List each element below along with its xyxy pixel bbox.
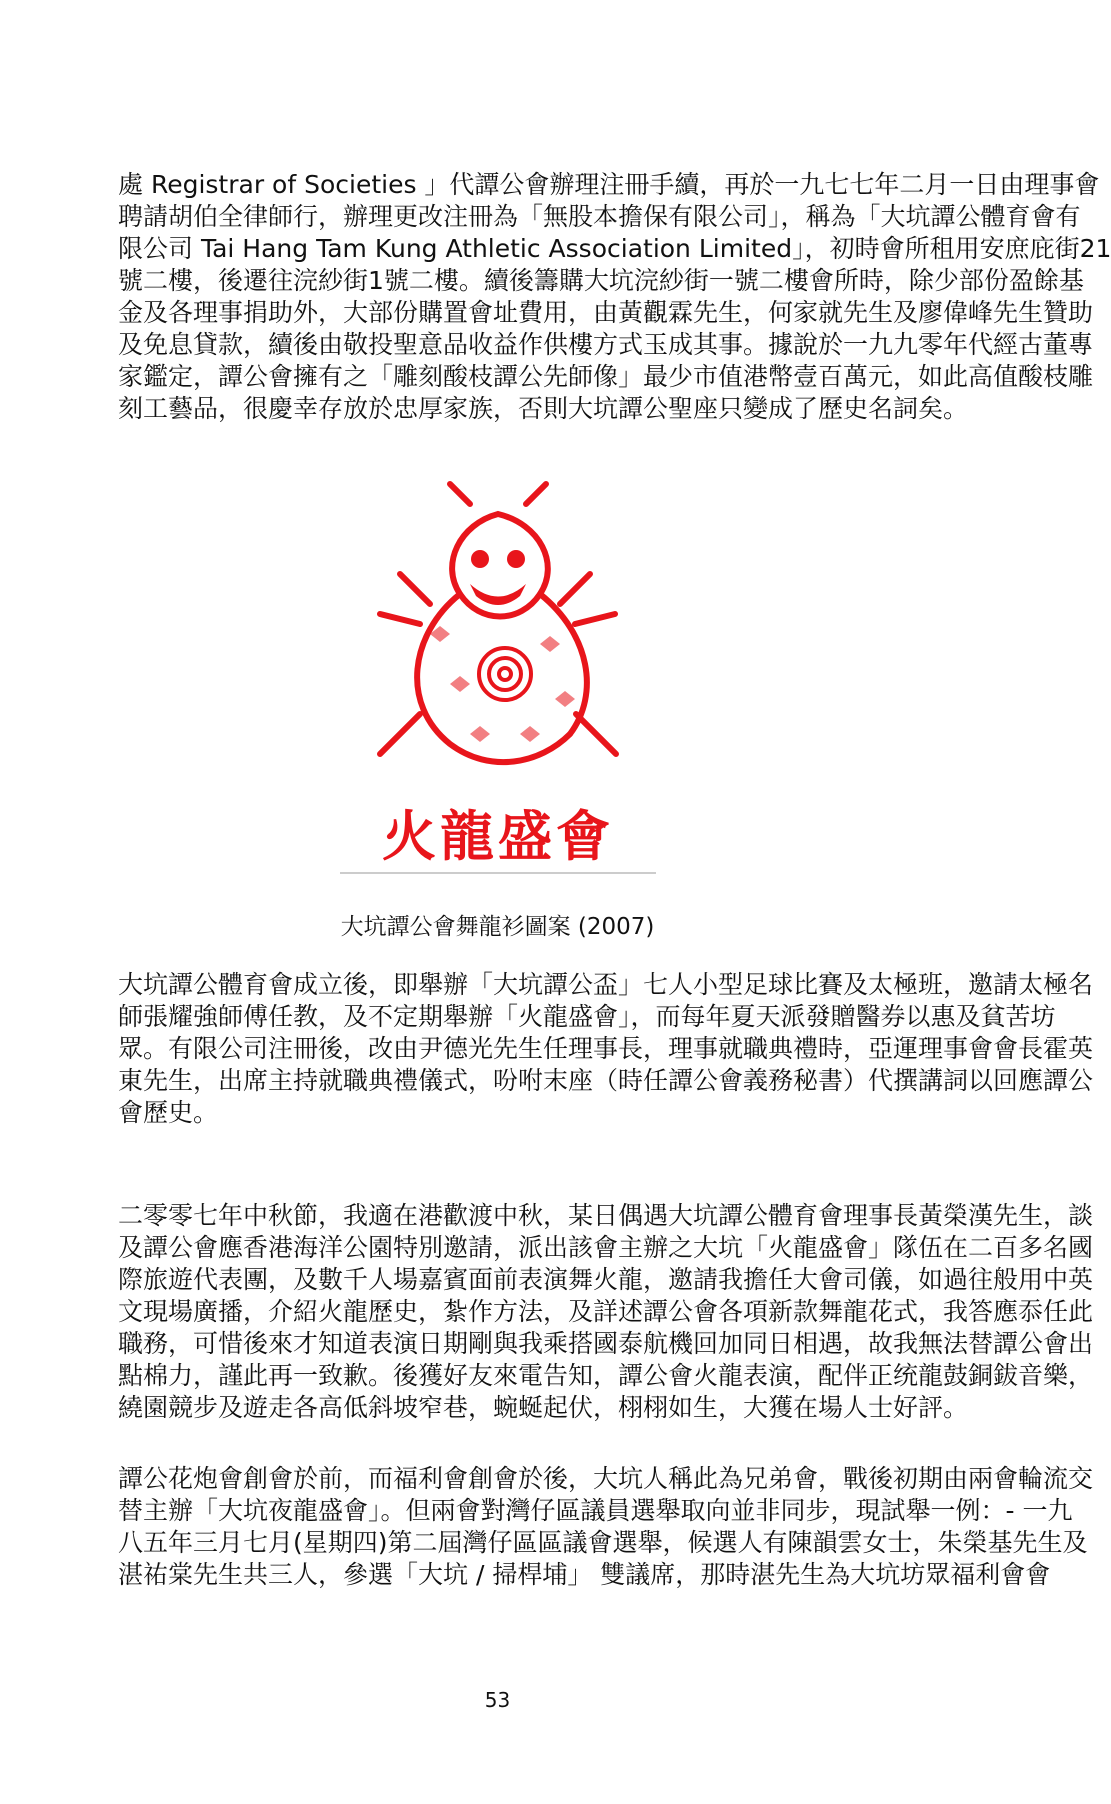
text-line: 刻工藝品，很慶幸存放於忠厚家族，否則大坑譚公聖座只變成了歷史名詞矣。	[118, 394, 969, 423]
text-line: 繞園競步及遊走各高低斜坡窄巷，蜿蜒起伏，栩栩如生，大獲在場人士好評。	[118, 1393, 969, 1422]
text-line: 限公司 Tai Hang Tam Kung Athletic Association Limited」，初時會所租用安庶庇街21	[118, 234, 1111, 263]
text-line: 金及各理事捐助外，大部份購置會址費用，由黃觀霖先生，何家就先生及廖偉峰先生贊助	[118, 298, 1094, 327]
text-line: 師張耀強師傅任教，及不定期舉辦「火龍盛會」，而每年夏天派發贈醫券以惠及貧苦坊	[118, 1002, 1056, 1031]
text-line: 大坑譚公體育會成立後，即舉辦「大坑譚公盃」七人小型足球比賽及太極班，邀請太極名	[118, 970, 1094, 999]
dragon-shirt-figure	[340, 484, 656, 874]
text-line: 湛祐棠先生共三人，參選「大坑 / 掃桿埔」 雙議席，那時湛先生為大坑坊眾福利會會	[118, 1560, 1051, 1589]
text-line: 職務，可惜後來才知道表演日期剛與我乘搭國泰航機回加同日相遇，故我無法替譚公會出	[118, 1329, 1094, 1358]
text-line: 及譚公會應香港海洋公園特別邀請，派出該會主辦之大坑「火龍盛會」隊伍在二百多名國	[118, 1233, 1094, 1262]
paragraph-activities	[118, 969, 1094, 1129]
text-line: 八五年三月七月(星期四)第二屆灣仔區區議會選舉，候選人有陳韻雲女士，朱榮基先生及	[118, 1528, 1088, 1557]
text-line: 會歷史。	[118, 1098, 219, 1127]
text-line: 際旅遊代表團，及數千人場嘉賓面前表演舞火龍，邀請我擔任大會司儀，如過往般用中英	[118, 1265, 1094, 1294]
text-line: 眾。有限公司注冊後，改由尹德光先生任理事長，理事就職典禮時，亞運理事會會長霍英	[118, 1034, 1094, 1063]
figure-caption: 大坑譚公會舞龍衫圖案 (2007)	[340, 914, 655, 940]
page-number: 53	[484, 1688, 511, 1712]
text-line: 譚公花炮會創會於前，而福利會創會於後，大坑人稱此為兄弟會，戰後初期由兩會輪流交	[118, 1464, 1094, 1493]
text-line: 家鑑定，譚公會擁有之「雕刻酸枝譚公先師像」最少市值港幣壹百萬元，如此高值酸枝雕	[118, 362, 1094, 391]
paragraph-registration	[118, 169, 1111, 425]
paragraph-mid-autumn-2007	[118, 1200, 1094, 1424]
fire-dragon-logo-text: 火龍盛會	[382, 805, 614, 868]
text-line: 點棉力，謹此再一致歉。後獲好友來電告知，譚公會火龍表演，配伴正统龍鼓銅鈸音樂，	[118, 1361, 1094, 1390]
text-line: 東先生，出席主持就職典禮儀式，吩咐末座（時任譚公會義務秘書）代撰講詞以回應譚公	[118, 1066, 1094, 1095]
text-line: 聘請胡伯全律師行，辦理更改注冊為「無股本擔保有限公司」，稱為「大坑譚公體育會有	[118, 202, 1081, 231]
dragon-illustration-icon	[340, 484, 656, 794]
text-line: 二零零七年中秋節，我適在港歡渡中秋，某日偶遇大坑譚公體育會理事長黃榮漢先生，談	[118, 1201, 1094, 1230]
text-line: 替主辦「大坑夜龍盛會」。但兩會對灣仔區議員選舉取向並非同步，現試舉一例：- 一九	[118, 1496, 1073, 1525]
text-line: 文現場廣播，介紹火龍歷史，紮作方法，及詳述譚公會各項新款舞龍花式，我答應忝任此	[118, 1297, 1094, 1326]
text-line: 號二樓，後遷往浣紗街1號二樓。續後籌購大坑浣紗街一號二樓會所時，除少部份盈餘基	[118, 266, 1084, 295]
text-line: 及免息貸款，續後由敬投聖意品收益作供樓方式玉成其事。據說於一九九零年代經古董專	[118, 330, 1094, 359]
paragraph-brother-associations	[118, 1463, 1094, 1591]
text-line: 處 Registrar of Societies 」代譚公會辦理注冊手續，再於一九七七年二月一日由理事會	[118, 170, 1100, 199]
